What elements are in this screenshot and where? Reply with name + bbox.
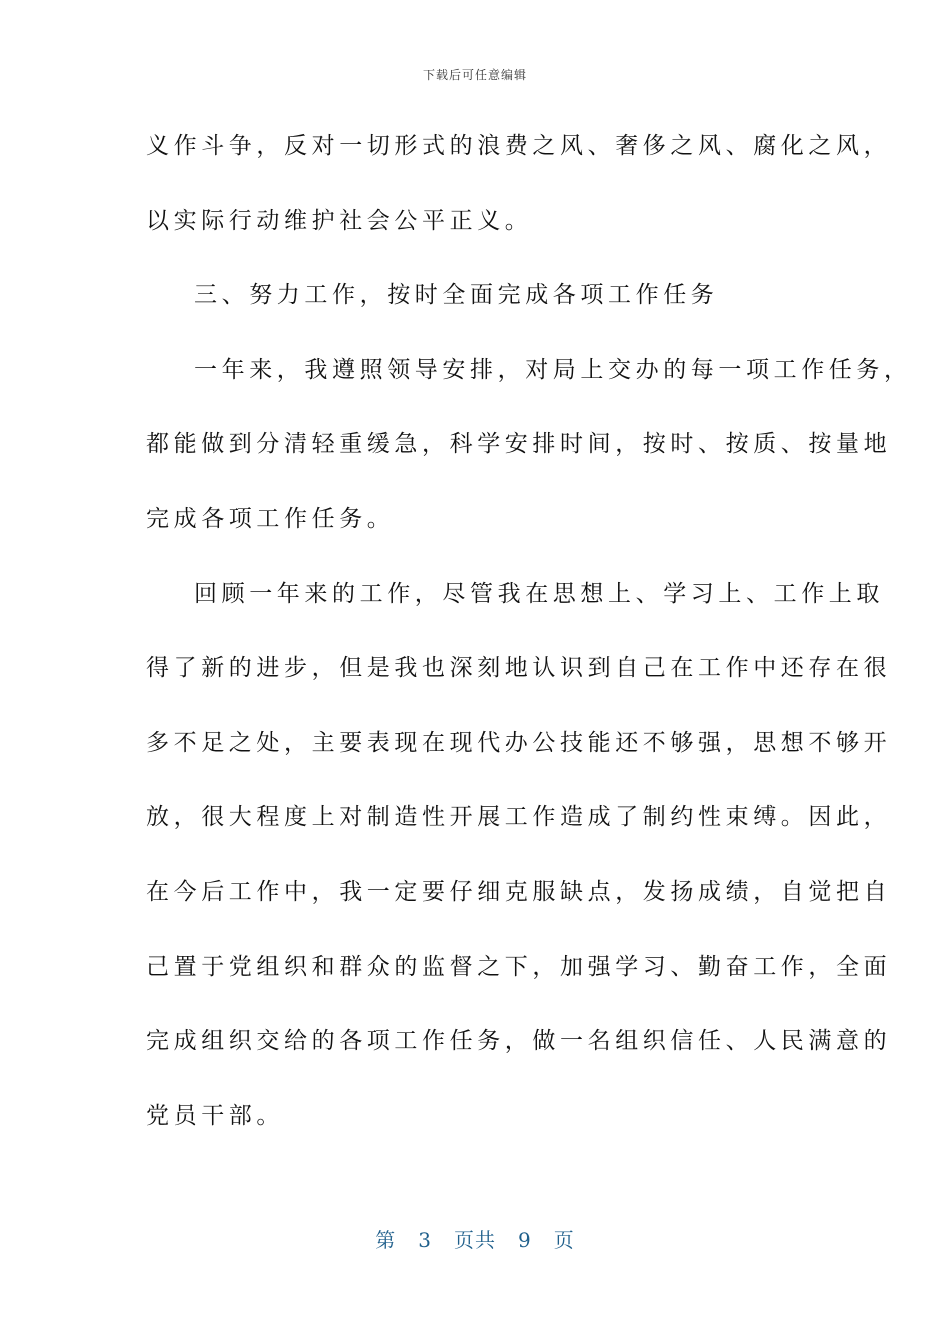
text-line: 党员干部。 <box>146 1102 284 1129</box>
total-pages-number: 9 <box>518 1228 532 1252</box>
text-line: 得了新的进步，但是我也深刻地认识到自己在工作中还存在很 <box>146 655 892 682</box>
footer-middle: 页共 <box>454 1228 496 1252</box>
footer-suffix: 页 <box>553 1228 575 1252</box>
page-header: 下载后可任意编辑 <box>422 68 527 82</box>
page-footer <box>0 1224 950 1253</box>
footer-prefix: 第 <box>375 1228 397 1252</box>
text-line: 多不足之处，主要表现在现代办公技能还不够强，思想不够开 <box>146 729 892 756</box>
text-line: 回顾一年来的工作，尽管我在思想上、学习上、工作上取 <box>194 580 884 607</box>
text-line: 己置于党组织和群众的监督之下，加强学习、勤奋工作，全面 <box>146 953 892 980</box>
text-line: 都能做到分清轻重缓急，科学安排时间，按时、按质、按量地 <box>146 431 892 458</box>
text-line: 义作斗争，反对一切形式的浪费之风、奢侈之风、腐化之风， <box>146 133 892 159</box>
section-heading: 三、努力工作，按时全面完成各项工作任务 <box>194 282 719 309</box>
text-line: 以实际行动维护社会公平正义。 <box>146 207 533 234</box>
body-text <box>146 124 912 1168</box>
text-line: 完成各项工作任务。 <box>146 505 395 532</box>
text-line: 完成组织交给的各项工作任务，做一名组织信任、人民满意的 <box>146 1028 892 1055</box>
current-page-number: 3 <box>418 1228 432 1252</box>
text-line: 在今后工作中，我一定要仔细克服缺点，发扬成绩，自觉把自 <box>146 878 892 905</box>
text-line: 放，很大程度上对制造性开展工作造成了制约性束缚。因此， <box>146 804 892 831</box>
text-line: 一年来，我遵照领导安排，对局上交办的每一项工作任务， <box>194 356 912 383</box>
